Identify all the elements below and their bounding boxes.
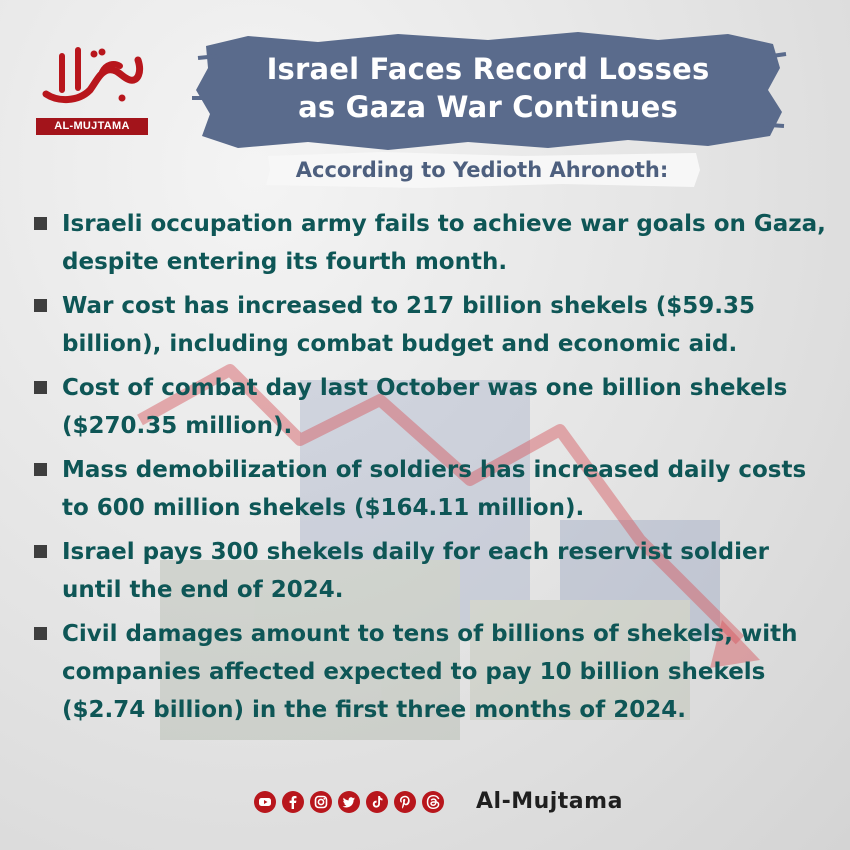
- pinterest-icon[interactable]: [394, 791, 416, 813]
- square-bullet-icon: [34, 217, 47, 230]
- subtitle-box: [262, 150, 702, 190]
- list-item: [30, 615, 830, 729]
- footer: [250, 788, 670, 818]
- logo-label: AL-MUJTAMA: [36, 118, 148, 135]
- twitter-icon[interactable]: [338, 791, 360, 813]
- list-item: [30, 369, 830, 445]
- square-bullet-icon: [34, 381, 47, 394]
- brand-logo: [30, 42, 155, 137]
- instagram-icon[interactable]: [310, 791, 332, 813]
- list-item: [30, 205, 830, 281]
- square-bullet-icon: [34, 545, 47, 558]
- arabic-calligraphy-logo: [38, 42, 150, 112]
- square-bullet-icon: [34, 463, 47, 476]
- footer-brand-name: Al-Mujtama: [476, 789, 623, 814]
- list-item-text: Israel pays 300 shekels daily for each reservist soldier until the end of 2024.: [62, 539, 769, 603]
- list-item-text: War cost has increased to 217 billion shekels ($59.35 billion), including combat budget and economic aid.: [62, 293, 756, 357]
- square-bullet-icon: [34, 299, 47, 312]
- list-item-text: Israeli occupation army fails to achieve war goals on Gaza, despite entering its fourth month.: [62, 211, 826, 275]
- bullet-list: [30, 205, 830, 735]
- title-line-1: Israel Faces Record Losses: [266, 52, 710, 86]
- page-title: [188, 50, 788, 126]
- title-line-2: as Gaza War Continues: [298, 90, 678, 124]
- tiktok-icon[interactable]: [366, 791, 388, 813]
- list-item: [30, 287, 830, 363]
- facebook-icon[interactable]: [282, 791, 304, 813]
- list-item: [30, 451, 830, 527]
- square-bullet-icon: [34, 627, 47, 640]
- list-item-text: Civil damages amount to tens of billions of shekels, with companies affected expected to pay 10 billion shekels ($2.74 billion) in the first three months of 2024.: [62, 621, 798, 723]
- list-item-text: Mass demobilization of soldiers has increased daily costs to 600 million shekels ($164.11 million).: [62, 457, 807, 521]
- list-item-text: Cost of combat day last October was one billion shekels ($270.35 million).: [62, 375, 788, 439]
- title-banner: [188, 28, 788, 152]
- list-item: [30, 533, 830, 609]
- subtitle: According to Yedioth Ahronoth:: [295, 158, 669, 182]
- threads-icon[interactable]: [422, 791, 444, 813]
- youtube-icon[interactable]: [254, 791, 276, 813]
